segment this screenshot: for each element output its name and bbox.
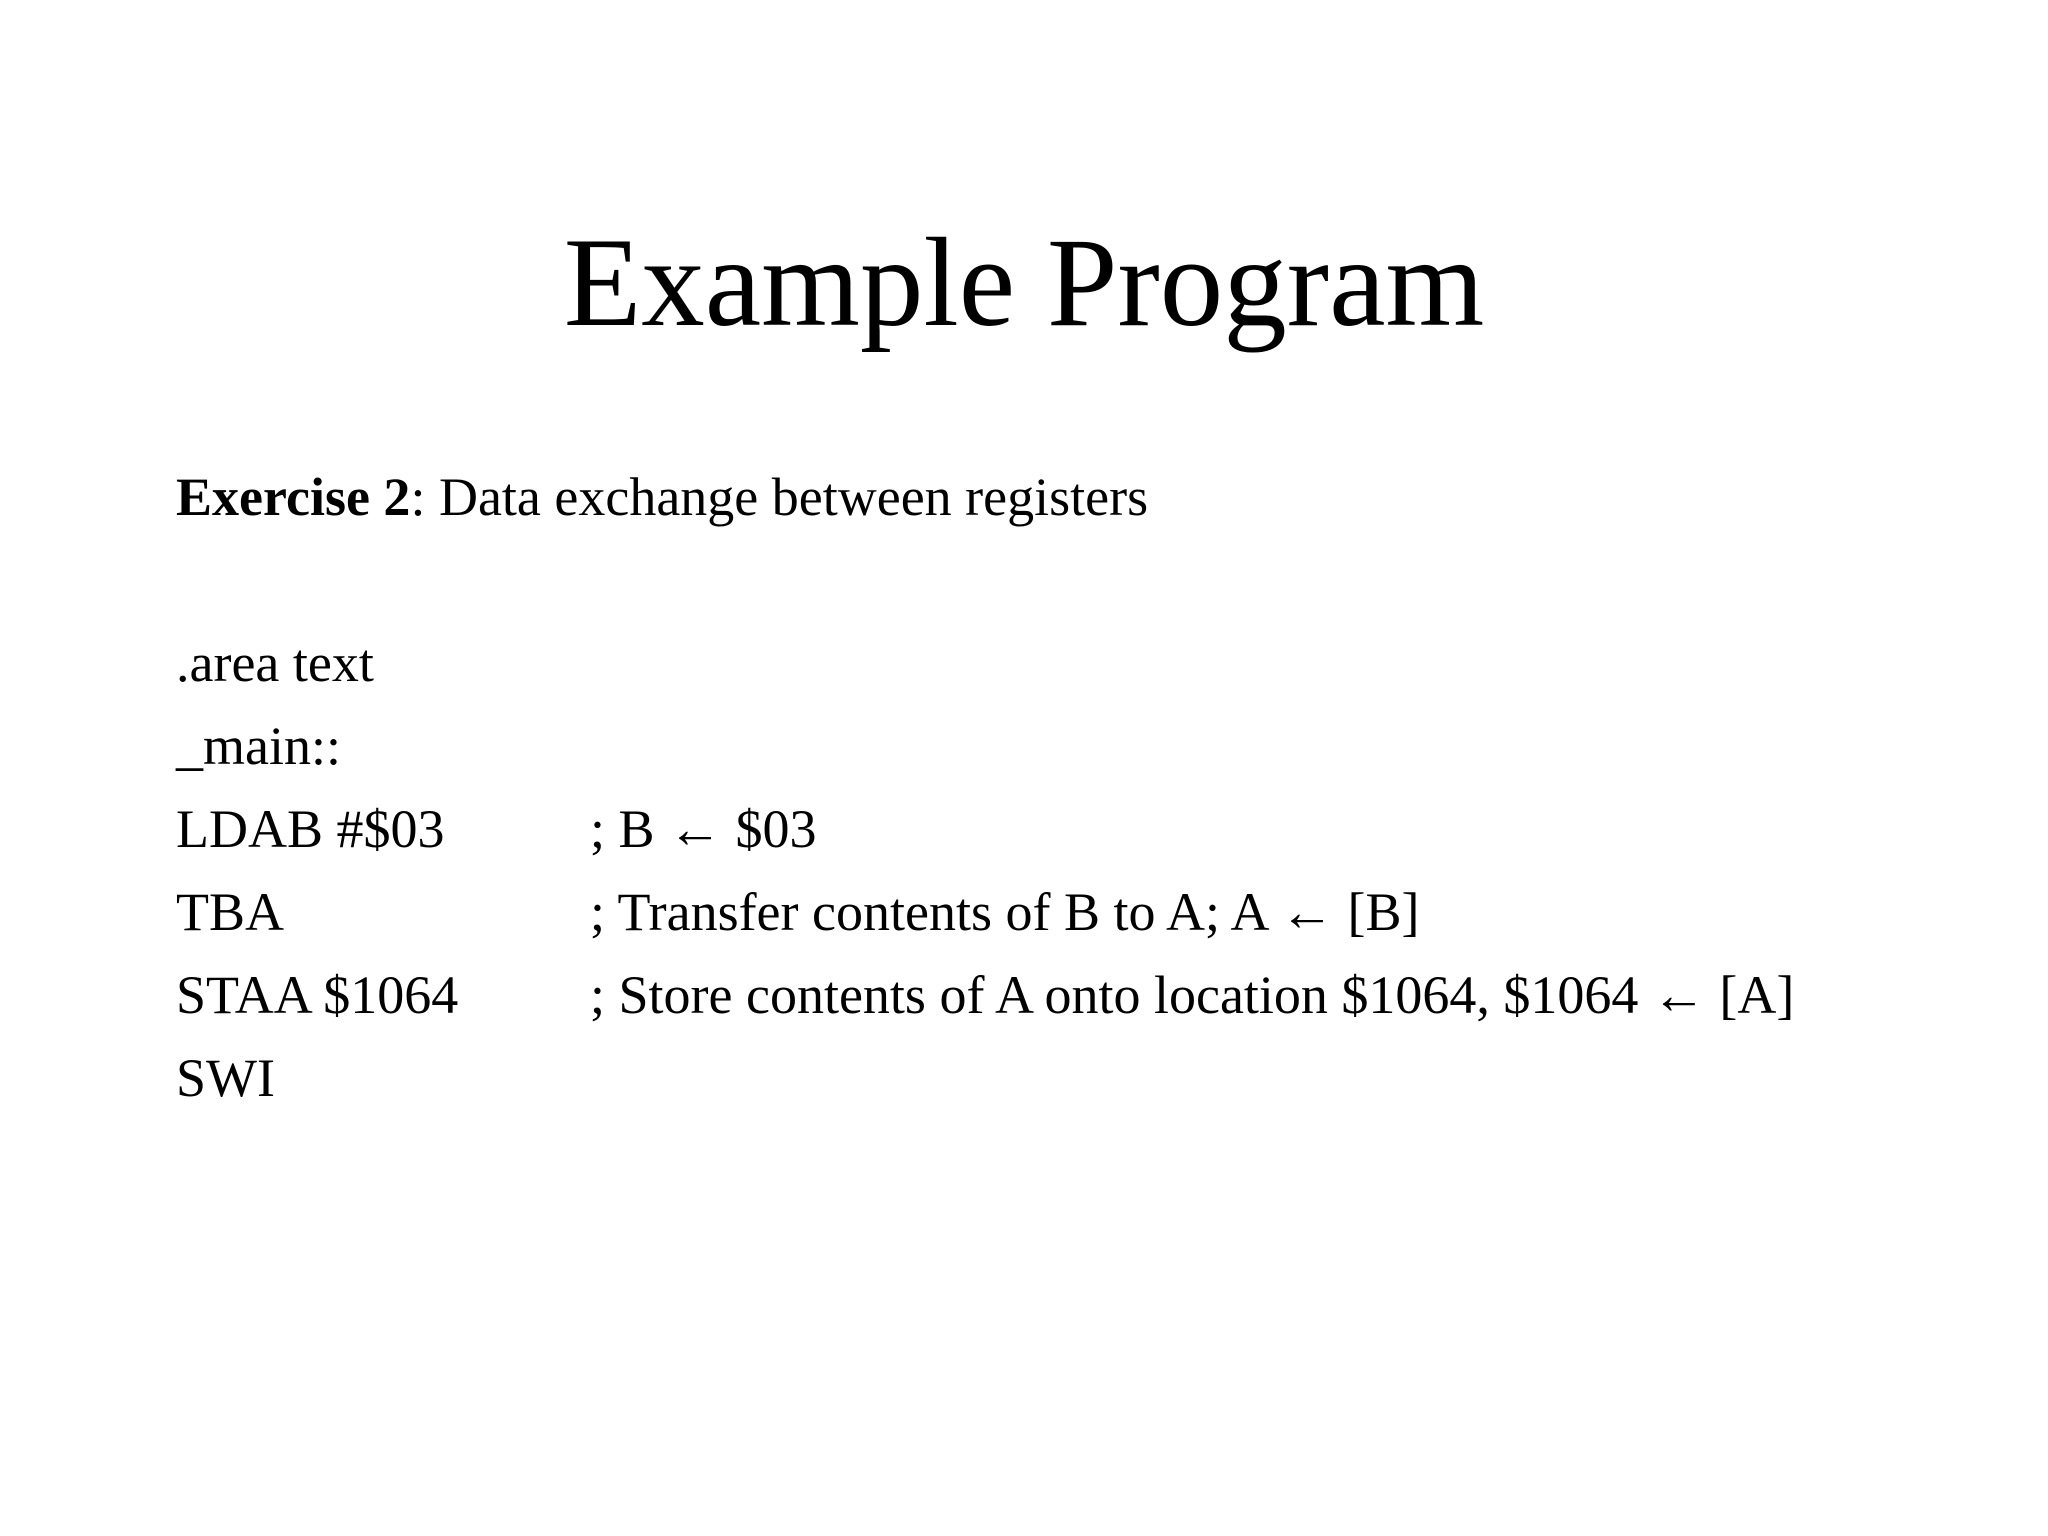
code-comment: ; B ← $03 [590,799,817,859]
code-instruction: LDAB #$03 [176,799,445,859]
exercise-label: Exercise 2 [176,467,411,527]
code-instruction: TBA [176,882,284,942]
code-instruction: _main:: [176,716,341,776]
exercise-heading [176,462,1148,532]
code-instruction: STAA $1064 [176,965,459,1025]
code-comment: ; Transfer contents of B to A; A ← [B] [590,882,1420,942]
exercise-separator: : [410,467,439,527]
code-instruction: SWI [176,1048,275,1108]
slide-title: Example Program [563,213,1485,353]
code-comment: ; Store contents of A onto location $1064, $1064 ← [A] [590,965,1795,1025]
exercise-description: Data exchange between registers [438,467,1149,527]
code-instruction: .area text [176,633,374,693]
